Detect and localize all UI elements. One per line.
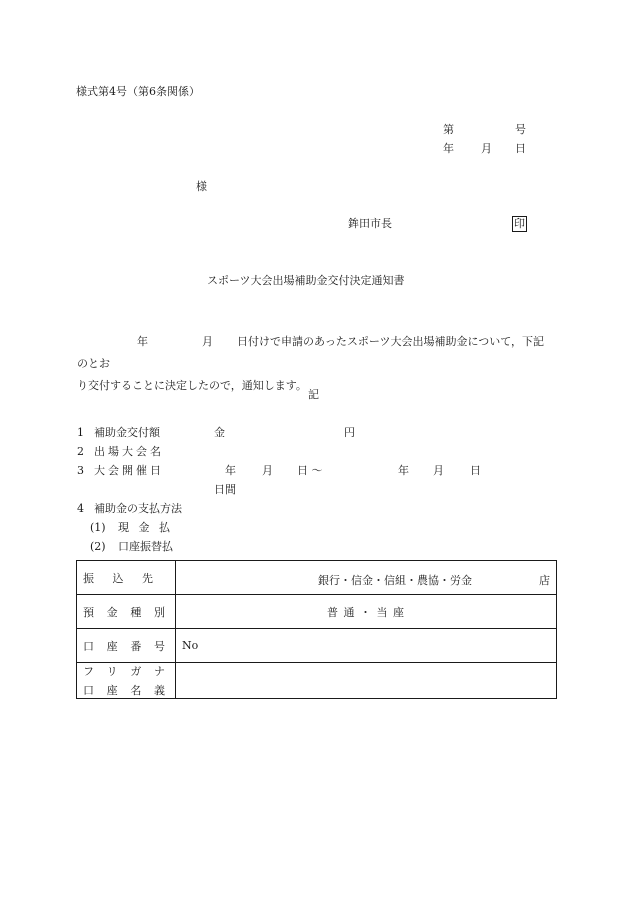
method1-label: 現 金 払 xyxy=(118,521,173,534)
label-account-holder: フ リ ガ ナ 口 座 名 義 xyxy=(77,663,176,699)
label-deposit-type: 預 金 種 別 xyxy=(77,595,176,629)
item2-number: 2 xyxy=(77,445,84,458)
seal-mark: 印 xyxy=(514,217,525,230)
bank-types: 銀行・信金・信組・農協・労金 xyxy=(318,574,472,587)
label-transfer-destination: 振 込 先 xyxy=(77,561,176,595)
body-month: 月 xyxy=(202,335,213,348)
item4-number: 4 xyxy=(77,502,84,515)
item3-number: 3 xyxy=(77,464,84,477)
issuer-name: 鉾田市長 xyxy=(348,217,392,230)
document-title: スポーツ大会出場補助金交付決定通知書 xyxy=(207,274,405,287)
table-row-transfer xyxy=(77,561,557,595)
method1-number: (1) xyxy=(90,521,106,534)
item4-label: 補助金の支払方法 xyxy=(94,502,182,515)
body-line1: 日付けで申請のあったスポーツ大会出場補助金について，下記のとお xyxy=(77,335,545,370)
item3-year: 年 xyxy=(225,464,236,477)
date-year: 年 xyxy=(443,142,454,155)
item3-year2: 年 xyxy=(398,464,409,477)
table-row-deposit-type xyxy=(77,595,557,629)
item1-label: 補助金交付額 xyxy=(94,426,160,439)
branch-suffix: 店 xyxy=(539,574,550,587)
date-day: 日 xyxy=(515,142,526,155)
body-year: 年 xyxy=(137,335,148,348)
item3-days: 日間 xyxy=(214,483,236,496)
item3-month2: 月 xyxy=(433,464,444,477)
deposit-type-options: 普 通 ・ 当 座 xyxy=(327,605,405,619)
item1-kin: 金 xyxy=(214,426,225,439)
table-row-account-number xyxy=(77,629,557,663)
method2-label: 口座振替払 xyxy=(118,540,173,553)
account-table xyxy=(76,560,557,699)
account-number-field[interactable] xyxy=(176,629,557,663)
item3-label: 大会開催日 xyxy=(94,464,164,477)
form-reference: 様式第4号（第6条関係） xyxy=(76,85,200,98)
account-holder-field[interactable] xyxy=(176,663,557,699)
item3-day2: 日 xyxy=(470,464,481,477)
number-prefix: 第 xyxy=(443,123,454,136)
body-line2: り交付することに決定したので，通知します。 xyxy=(77,379,307,392)
date-month: 月 xyxy=(481,142,492,155)
ki-heading: 記 xyxy=(308,388,319,401)
method2-number: (2) xyxy=(90,540,106,553)
item3-month: 月 xyxy=(262,464,273,477)
label-account-number: 口 座 番 号 xyxy=(77,629,176,663)
item1-en: 円 xyxy=(344,426,355,439)
account-number-prefix: No xyxy=(182,639,199,652)
table-row-account-holder xyxy=(77,663,557,699)
item2-label: 出場大会名 xyxy=(94,445,164,458)
number-suffix: 号 xyxy=(515,123,526,136)
deposit-type-field[interactable] xyxy=(176,595,557,629)
addressee-suffix: 様 xyxy=(196,180,207,193)
item3-range: 日 〜 xyxy=(297,464,323,477)
transfer-destination-field[interactable] xyxy=(176,561,557,595)
item1-number: 1 xyxy=(77,426,84,439)
